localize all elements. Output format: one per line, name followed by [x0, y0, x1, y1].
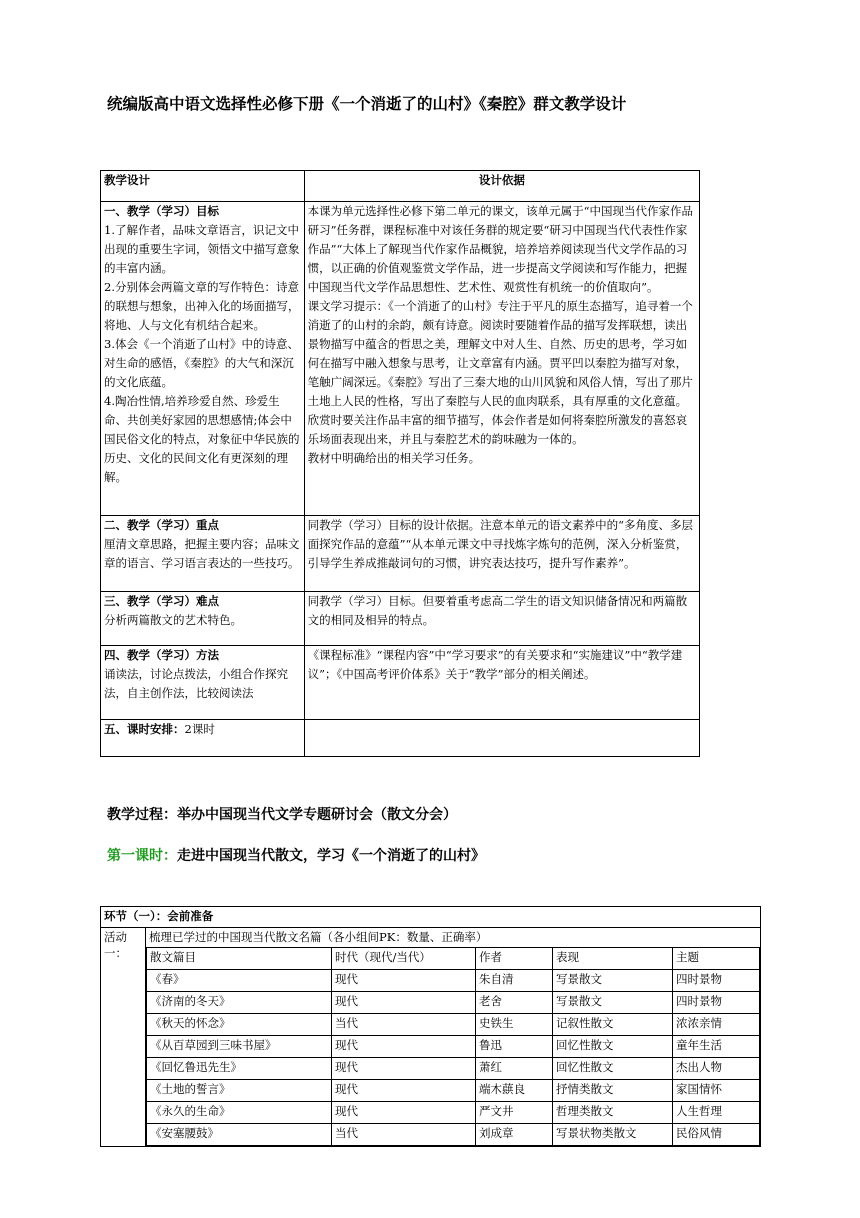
lesson-heading [107, 845, 485, 865]
objectives-basis-cell [304, 202, 699, 516]
cell-author: 史铁生 [476, 1014, 553, 1036]
basis-paragraph-1: 本课为单元选择性必修下第二单元的课文，该单元属于“中国现当代作家作品研习”任务群，课程标准中对该任务群的规定要“研习中国现当代代表性作家作品”“大体上了解现当代作家作品概貌，培养培养阅读现当代文学作品的习惯，以正确的价值观鉴赏文学作品，进一步提高文学阅读和写作能力，把握中国现当代文学作品思想性、艺术性、观赏性有机统一的价值取向”。 [307, 204, 694, 294]
table-row [147, 992, 760, 1014]
lesson-label: 第一课时： [107, 848, 177, 864]
cell-title: 《济南的冬天》 [147, 992, 332, 1014]
cell-author: 端木蕻良 [476, 1080, 553, 1102]
cell-title: 《春》 [147, 970, 332, 992]
objectives-cell [101, 202, 305, 516]
table-row [147, 1036, 760, 1058]
cell-theme: 四时景物 [673, 970, 760, 992]
objective-2: 2.分别体会两篇文章的写作特色：诗意的联想与想象，出神入化的场面描写，将地、人与文化有机结合起来。 [104, 280, 300, 332]
objectives-title: 一、教学（学习）目标 [104, 204, 219, 218]
schedule-title: 五、课时安排： [104, 722, 185, 736]
cell-theme: 人生哲理 [673, 1102, 760, 1124]
difficulties-title: 三、教学（学习）难点 [104, 594, 219, 608]
cell-genre: 回忆性散文 [553, 1036, 673, 1058]
cell-author: 朱自清 [476, 970, 553, 992]
cell-title: 《永久的生命》 [147, 1102, 332, 1124]
cell-author: 鲁迅 [476, 1036, 553, 1058]
schedule-cell [101, 720, 305, 757]
cell-theme: 四时景物 [673, 992, 760, 1014]
cell-theme: 杰出人物 [673, 1058, 760, 1080]
header-design: 教学设计 [101, 171, 305, 202]
design-table-header [101, 171, 700, 202]
table-row [147, 1124, 760, 1146]
cell-theme: 家国情怀 [673, 1080, 760, 1102]
col-era: 时代（现代/当代） [332, 948, 476, 970]
design-table [100, 170, 700, 757]
cell-genre: 写景散文 [553, 992, 673, 1014]
section-header-row [101, 907, 761, 928]
table-row [147, 1014, 760, 1036]
cell-author: 严文井 [476, 1102, 553, 1124]
document-title: 统编版高中语文选择性必修下册《一个消逝了的山村》《秦腔》群文教学设计 [107, 94, 627, 113]
methods-cell [101, 646, 305, 720]
essay-table [146, 947, 760, 1146]
cell-theme: 浓浓亲情 [673, 1014, 760, 1036]
row-difficulties [101, 592, 700, 646]
objective-3: 3.体会《一个消逝了山村》中的诗意、对生命的感悟，《秦腔》的大气和深沉的文化底蕴。 [104, 337, 299, 389]
section-header: 环节（一）：会前准备 [101, 907, 761, 928]
process-heading: 教学过程：举办中国现当代文学专题研讨会（散文分会） [107, 807, 457, 823]
methods-text: 诵读法，讨论点拨法，小组合作探究法，自主创作法，比较阅读法 [104, 667, 288, 700]
row-objectives [101, 202, 700, 516]
activity-task: 梳理已学过的中国现当代散文名篇（各小组间PK：数量、正确率） [149, 930, 488, 944]
cell-theme: 民俗风情 [673, 1124, 760, 1146]
lesson-text: 走进中国现当代散文，学习《一个消逝了的山村》 [177, 848, 485, 864]
key-points-text: 厘清文章思路，把握主要内容；品味文章的语言、学习语言表达的一些技巧。 [104, 537, 300, 570]
cell-era: 现代 [332, 1036, 476, 1058]
activity-label: 活动一： [101, 928, 146, 1147]
cell-genre: 回忆性散文 [553, 1058, 673, 1080]
methods-title: 四、教学（学习）方法 [104, 648, 219, 662]
cell-genre: 写景散文 [553, 970, 673, 992]
row-schedule [101, 720, 700, 757]
cell-author: 刘成章 [476, 1124, 553, 1146]
table-row [147, 1102, 760, 1124]
cell-title: 《安塞腰鼓》 [147, 1124, 332, 1146]
header-basis: 设计依据 [304, 171, 699, 202]
schedule-value: 2课时 [184, 722, 215, 736]
activity-row [101, 928, 761, 1147]
cell-era: 现代 [332, 1080, 476, 1102]
row-key-points [101, 516, 700, 592]
cell-title: 《回忆鲁迅先生》 [147, 1058, 332, 1080]
cell-title: 《土地的誓言》 [147, 1080, 332, 1102]
cell-title: 《从百草园到三味书屋》 [147, 1036, 332, 1058]
col-author: 作者 [476, 948, 553, 970]
table-row [147, 1058, 760, 1080]
key-points-cell [101, 516, 305, 592]
cell-author: 老舍 [476, 992, 553, 1014]
cell-era: 现代 [332, 1102, 476, 1124]
col-genre: 表现 [553, 948, 673, 970]
cell-era: 现代 [332, 992, 476, 1014]
basis-paragraph-3: 教材中明确给出的相关学习任务。 [307, 451, 481, 465]
cell-era: 现代 [332, 970, 476, 992]
key-points-basis-cell [304, 516, 699, 592]
difficulties-text: 分析两篇散文的艺术特色。 [104, 613, 242, 627]
activity-body [146, 928, 761, 1147]
cell-era: 当代 [332, 1014, 476, 1036]
essay-table-header [147, 948, 760, 970]
cell-genre: 哲理类散文 [553, 1102, 673, 1124]
cell-title: 《秋天的怀念》 [147, 1014, 332, 1036]
cell-era: 现代 [332, 1058, 476, 1080]
activity-table [100, 906, 761, 1147]
objective-4: 4.陶冶性情,培养珍爱自然、珍爱生命、共创美好家园的思想感情;体会中国民俗文化的特点，对象征中华民族的历史、文化的民间文化有更深刻的理解。 [104, 394, 300, 484]
methods-basis: 《课程标准》“课程内容”中“学习要求”的有关要求和“实施建议”中“教学建议”；《中国高考评价体系》关于“教学”部分的相关阐述。 [307, 648, 683, 681]
col-theme: 主题 [673, 948, 760, 970]
difficulties-basis: 同教学（学习）目标。但要着重考虑高二学生的语文知识储备情况和两篇散文的相同及相异的特点。 [307, 594, 688, 627]
cell-era: 当代 [332, 1124, 476, 1146]
key-points-basis: 同教学（学习）目标的设计依据。注意本单元的语文素养中的“多角度、多层面探究作品的意蕴”“从本单元课文中寻找炼字炼句的范例，深入分析鉴赏，引导学生养成推敲词句的习惯，讲究表达技巧，提升写作素养”。 [307, 518, 694, 570]
cell-author: 萧红 [476, 1058, 553, 1080]
methods-basis-cell [304, 646, 699, 720]
basis-paragraph-2: 课文学习提示：《一个消逝了的山村》专注于平凡的原生态描写，追寻着一个消逝了的山村的余韵，颇有诗意。阅读时要随着作品的描写发挥联想，读出景物描写中蕴含的哲思之美，理解文中对人生、自然、历史的思考，学习如何在描写中融入想象与思考，让文章富有内涵。贾平凹以秦腔为描写对象，笔触广阔深远。《秦腔》写出了三秦大地的山川风貌和风俗人情，写出了那片土地上人民的性格，写出了秦腔与人民的血肉联系，具有厚重的文化意蕴。欣赏时要关注作品丰富的细节描写，体会作者是如何将秦腔所激发的喜怒哀乐场面表现出来，并且与秦腔艺术的韵味融为一体的。 [307, 299, 693, 446]
cell-genre: 抒情类散文 [553, 1080, 673, 1102]
table-row [147, 1080, 760, 1102]
cell-theme: 童年生活 [673, 1036, 760, 1058]
key-points-title: 二、教学（学习）重点 [104, 518, 219, 532]
schedule-basis-cell [304, 720, 699, 757]
cell-genre: 写景状物类散文 [553, 1124, 673, 1146]
cell-genre: 记叙性散文 [553, 1014, 673, 1036]
difficulties-basis-cell [304, 592, 699, 646]
difficulties-cell [101, 592, 305, 646]
table-row [147, 970, 760, 992]
col-title: 散文篇目 [147, 948, 332, 970]
objective-1: 1.了解作者，品味文章语言，识记文中出现的重要生字词，领悟文中描写意象的丰富内涵。 [104, 223, 300, 275]
row-methods [101, 646, 700, 720]
